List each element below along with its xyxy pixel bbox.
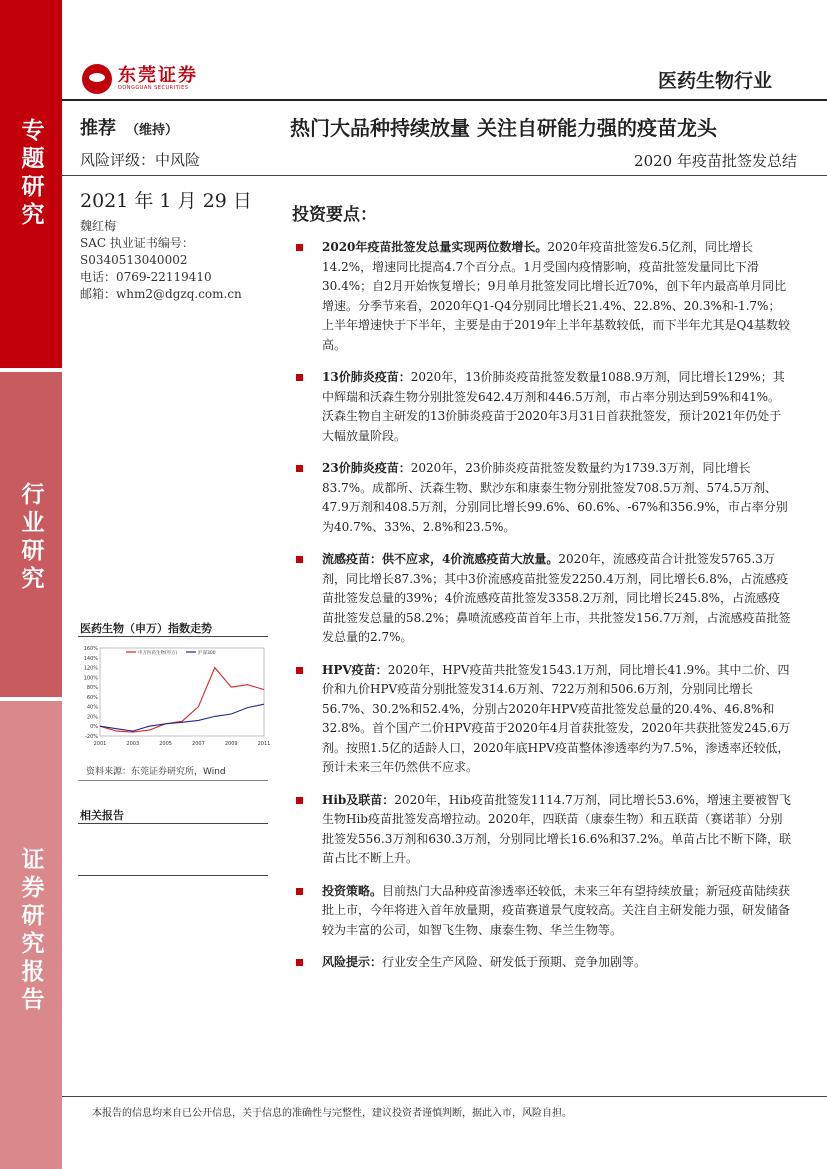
chart-source: 资料来源：东莞证券研究所，Wind: [86, 767, 226, 777]
point-text: 2020年，13价肺炎疫苗批签发数量1088.9万剂，同比增长129%；其中辉瑞和沃森生物分别批签发642.4万剂和446.5万剂，市占率分别达到59%和41%。沃森生物自主研发的13价肺炎疫苗于2020年3月31日首获批签发，预计2021年仍处于大幅放量阶段。: [322, 370, 785, 443]
point-lead: Hib及联苗：: [322, 792, 395, 807]
x-tick-label: 2009: [224, 741, 238, 747]
report-date: 2021 年 1 月 29 日: [80, 190, 252, 212]
x-tick-label: 2011: [257, 741, 271, 747]
legend-label: 沪深300: [198, 651, 216, 656]
legend-label: 申万医药生物(申万): [138, 651, 178, 656]
point-text: 2020年，23价肺炎疫苗批签发数量约为1739.3万剂，同比增长83.7%。成都所、沃森生物、默沙东和康泰生物分别批签发708.5万剂、574.5万剂、47.9万剂和408.5万剂，分别同比增长99.6%、60.6%、-67%和356.9%，市占率分别为40.7%、33%、2.8%和23.5%。: [322, 461, 788, 534]
sidebar-label-report: 证券研究报告: [17, 847, 44, 1015]
y-tick-label: 80%: [86, 685, 98, 692]
point-lead: 23价肺炎疫苗：: [322, 461, 411, 475]
source-divider: [78, 780, 268, 781]
brand-logo: [82, 64, 198, 94]
related-divider-top: [78, 823, 268, 824]
bullet-icon: [296, 888, 303, 895]
y-tick-label: 60%: [86, 694, 98, 701]
list-item: [292, 953, 792, 973]
author-phone: 电话：0769-22119410: [80, 270, 212, 284]
rating: [80, 114, 178, 140]
footer-divider: [62, 1096, 827, 1097]
brand-name-en: DONGGUAN SECURITIES: [118, 85, 189, 91]
y-tick-label: 40%: [86, 704, 98, 711]
chart-title: 医药生物（申万）指数走势: [80, 622, 212, 635]
subheader-divider: [62, 175, 827, 176]
bullet-icon: [296, 959, 303, 966]
point-lead: 2020年疫苗批签发总量实现两位数增长。: [322, 240, 548, 254]
x-tick-label: 2001: [93, 741, 107, 747]
industry-label: 医药生物行业: [657, 70, 772, 92]
brand-logo-icon: [82, 64, 112, 94]
list-item: [292, 882, 792, 941]
related-divider-bottom: [78, 875, 268, 876]
bullet-icon: [296, 667, 303, 674]
sac-number: S0340513040002: [80, 253, 188, 267]
y-tick-label: 160%: [83, 646, 98, 652]
sidebar-section-report: [0, 701, 62, 1169]
y-tick-label: 120%: [83, 665, 98, 672]
chart-divider: [78, 636, 268, 637]
bullet-icon: [296, 797, 303, 804]
author-email[interactable]: 邮箱：whm2@dgzq.com.cn: [80, 287, 242, 301]
point-lead: 投资策略。: [322, 883, 383, 898]
y-tick-label: 140%: [83, 655, 98, 662]
disclaimer: 本报告的信息均来自已公开信息，关于信息的准确性与完整性，建议投资者谨慎判断，据此入市，风险自担。: [92, 1108, 572, 1119]
point-lead: 风险提示：: [322, 955, 383, 969]
point-text: 2020年，流感疫苗合计批签发5765.3万剂，同比增长87.3%；其中3价流感疫苗批签发2250.4万剂，同比增长6.8%，占流感疫苗批签发总量的39%；4价流感疫苗批签发3358.2万剂，同比增长245.8%，占流感疫苗批签发总量的58.2%；鼻喷流感疫苗首年上市，共批签发156.7万剂，占流感疫苗批签发总量的2.7%。: [322, 552, 791, 644]
x-tick-label: 2005: [159, 741, 172, 747]
list-item: [292, 238, 792, 355]
point-lead: 流感疫苗：供不应求，4价流感疫苗大放量。: [322, 552, 559, 566]
series-line: [100, 704, 264, 731]
y-tick-label: 0%: [90, 724, 98, 731]
bullet-icon: [296, 465, 303, 472]
x-tick-label: 2003: [126, 741, 140, 747]
list-item: [292, 459, 792, 537]
y-tick-label: -20%: [85, 734, 98, 740]
index-chart: [78, 640, 271, 756]
sac-label: SAC 执业证书编号：: [80, 236, 194, 250]
bullet-icon: [296, 244, 303, 251]
list-item: [292, 368, 792, 446]
list-item: [292, 661, 792, 778]
point-text: 行业安全生产风险、研发低于预期、竞争加剧等。: [382, 955, 647, 969]
sidebar-label-industry: 行业研究: [17, 482, 44, 594]
y-tick-label: 20%: [86, 714, 98, 721]
point-text: 目前热门大品种疫苗渗透率还较低，未来三年有望持续放量；新冠疫苗陆续获批上市，今年将进入首年放量期，疫苗赛道景气度较高。关注自主研发能力强，研发储备较为丰富的公司，如智飞生物、康泰生物、华兰生物等。: [322, 883, 791, 937]
point-lead: 13价肺炎疫苗：: [322, 370, 411, 384]
rating-change: （维持）: [126, 123, 179, 138]
author-info: [80, 218, 242, 303]
bullet-icon: [296, 556, 303, 563]
bullet-icon: [296, 374, 303, 381]
sidebar-section-industry: [0, 372, 62, 697]
x-tick-label: 2007: [192, 741, 205, 747]
sidebar: [0, 0, 62, 1169]
investment-title: 投资要点：: [292, 205, 377, 225]
author-name: 魏红梅: [80, 219, 117, 233]
point-text: 2020年，HPV疫苗共批签发1543.1万剂，同比增长41.9%。其中二价、四价和九价HPV疫苗分别批签发314.6万剂、722万剂和506.6万剂，分别同比增长56.7%、30.2%和52.4%，分别占2020年HPV疫苗批签发总量的20.4%、46.8%和32.8%。首个国产二价HPV疫苗于2020年4月首获批签发，2020年共获批签发245.6万剂。按照1.5亿的适龄人口，2020年底HPV疫苗整体渗透率约为7.5%，渗透率还较低，预计未来三年仍然供不应求。: [322, 662, 791, 774]
related-reports-title: 相关报告: [80, 809, 124, 822]
point-lead: HPV疫苗：: [322, 662, 388, 677]
risk-level: 风险评级：中风险: [80, 151, 201, 169]
header-divider: [62, 99, 827, 101]
sidebar-label-topic: 专题研究: [17, 118, 44, 230]
point-text: 2020年，Hib疫苗批签发1114.7万剂，同比增长53.6%，增速主要被智飞生物Hib疫苗批签发高增拉动。2020年，四联苗（康泰生物）和五联苗（赛诺菲）分别批签发556.3万剂和630.3万剂，分别同比增长16.6%和37.2%。单苗占比不断下降，联苗占比不断上升。: [322, 792, 791, 865]
brand-name: 东莞证券: [118, 65, 198, 86]
list-item: [292, 550, 792, 648]
report-subtitle: 2020 年疫苗批签发总结: [634, 152, 797, 170]
report-headline: 热门大品种持续放量 关注自研能力强的疫苗龙头: [290, 116, 717, 140]
investment-points: [292, 238, 792, 986]
list-item: [292, 791, 792, 869]
rating-value: 推荐: [80, 118, 116, 139]
y-tick-label: 100%: [83, 675, 98, 682]
sidebar-section-topic: [0, 0, 62, 368]
point-text: 2020年疫苗批签发6.5亿剂，同比增长14.2%，增速同比提高4.7个百分点。1月受国内疫情影响，疫苗批签发量同比下滑30.4%；自2月开始恢复增长；9月单月批签发同比增长近70%，创下年内最高单月同比增速。分季节来看，2020年Q1-Q4分别同比增长21.4%、22.8%、20.3%和-1.7%；上半年增速快于下半年，主要是由于2019年上半年基数较低，而下半年尤其是Q4基数较高。: [322, 240, 791, 352]
